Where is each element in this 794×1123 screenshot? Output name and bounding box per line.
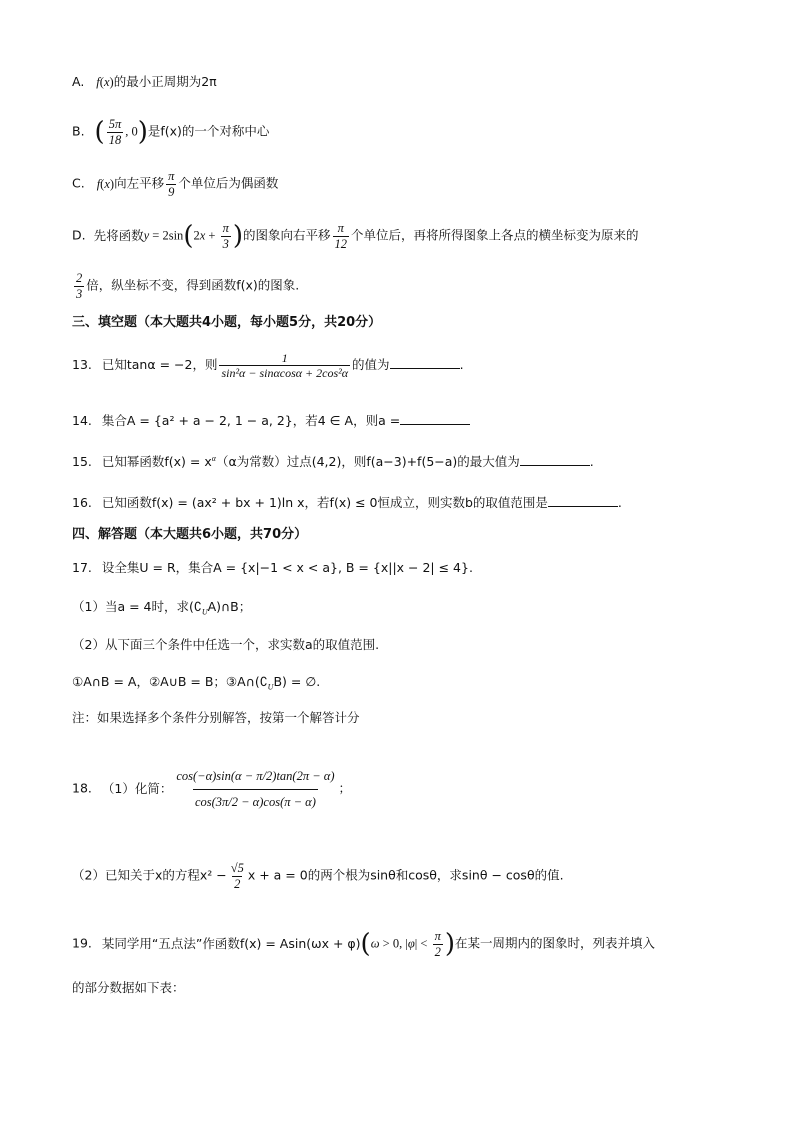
option-c-text-a: 向左平移 [114,175,165,191]
q17-p3: ①A∩B = A，②A∪B = B；③A∩(∁ [72,674,268,689]
option-a-text: 的最小正周期为2π [113,74,217,89]
q16-num: 16. [72,495,92,510]
option-d: D. 先将函数y = 2sin(2x + $\frac{\pi}{3}$ )的图象向右平移 $\frac{\pi}{12}$ 个单位后，再将所得图象上各点的横坐标变为原来的 [72,221,639,251]
option-d-cont: $\frac{2}{3}$ 倍，纵坐标不变，得到函数f(x)的图象. [76,271,300,301]
question-19: 19. 某同学用“五点法”作函数f(x) = Asin(ωx + φ)(ω > 0, |φ| < $\frac{\pi}{2}$ )在某一周期内的图象时，列表并填入 [72,929,656,959]
question-15: 15. 已知幂函数$f(x) = x^\alpha(\alpha$为常数）过点(4,2)，则f(a−3)+f(5−a)的最大值为 . [72,453,594,469]
q15-num: 15. [72,454,92,469]
q19-num: 19. [72,935,92,951]
section4-heading: 四、解答题（本大题共6小题，共70分） [72,527,308,542]
option-c: C. f(x)向左平移 $\frac{\pi}{9}$ 个单位后为偶函数 [72,169,279,199]
q13-blank[interactable] [390,356,460,369]
option-d-text3: 个单位后，再将所得图象上各点的横坐标变为原来的 [351,227,639,243]
q19-cont: 的部分数据如下表： [72,980,185,995]
q18-p2b: x + a = 0的两个根为sinθ和cosθ，求sinθ − cosθ的值. [247,867,564,883]
q18-p1-end: ； [338,780,352,796]
section3-heading: 三、填空题（本大题共4小题，每小题5分，共20分） [72,315,382,330]
question-14 [72,412,470,428]
q18-p1: （1）化简： [101,780,173,796]
question-13: 13. 已知tanα = −2，则 $\frac{1}{\text{sin²α − sinαcosα + 2cos²α}}$ 的值为 . [72,351,464,380]
q16-text1: 已知函数f(x) = (ax² + bx + 1)ln x，若f(x) ≤ 0恒成立，则实数b的取值范围是 [101,495,548,510]
q13-num: 13. [72,357,92,372]
question-18 [72,770,351,808]
q15-blank[interactable] [520,453,590,466]
q13-end: . [459,357,464,372]
option-b-text: 是f(x)的一个对称中心 [147,123,270,139]
option-c-label: C. [72,175,85,191]
option-d-text2: 的图象向右平移 [243,227,331,243]
question-16 [72,494,622,510]
q18-p2a: （2）已知关于x的方程x² − [72,867,227,883]
option-a-label: A. [72,74,85,89]
q17-num: 17. [72,560,92,575]
q18-part2: （2）已知关于x的方程x² − $\frac{√5}{2}$ x + a = 0的两个根为sinθ和cosθ，求sinθ − cosθ的值. [72,861,564,891]
q17-part1: （1）当a = 4时，求$(∁_UA)\cap B$； [72,599,252,617]
q13-text2: 的值为 [352,357,390,372]
q14-text1: 集合A = {a² + a − 2, 1 − a, 2}，若4 ∈ A，则a = [101,413,401,428]
q18-frac-bottom: cos(3π/2 − α)cos(π − α) [193,789,318,809]
q17-text1: 设全集U = R，集合A = {x|−1 < x < a}, B = {x||x − 2| ≤ 4}. [101,560,473,575]
option-d-text1: 先将函数 [93,227,144,243]
option-a-fx: f(x) [96,75,114,89]
q19-text2: 在某一周期内的图象时，列表并填入 [455,935,656,951]
option-d-label: D. [72,227,86,243]
q17-p3b: B) = ∅. [273,674,321,689]
q17-part3: ①A∩B = A，②A∪B = B；$③A\cap(∁_UB)$ = ∅. [72,674,321,692]
question-17 [72,562,473,575]
option-c-text-b: 个单位后为偶函数 [178,175,279,191]
q14-blank[interactable] [400,412,470,425]
q19-text1: 某同学用“五点法”作函数f(x) = Asin(ωx + φ) [101,935,361,951]
q15-end: . [589,454,594,469]
q18-frac-top: cos(−α)sin(α − π/2)tan(2π − α) [176,769,335,783]
q17-note: 注：如果选择多个条件分别解答，按第一个解答计分 [72,710,360,725]
q16-end: . [617,495,622,510]
option-b: B. ( $\frac{5\pi}{18}$ , 0)是f(x)的一个对称中心 [72,117,270,147]
q18-num: 18. [72,780,92,796]
q14-num: 14. [72,413,92,428]
option-d-text4: 倍，纵坐标不变，得到函数f(x)的图象. [86,277,300,293]
q16-blank[interactable] [548,494,618,507]
q17-part2: （2）从下面三个条件中任选一个，求实数a的取值范围. [72,637,380,652]
q15-text1: 已知幂函数f(x) = x [101,454,212,469]
q13-text1: 已知tanα = −2，则 [101,357,218,372]
q15-text2: （α为常数）过点(4,2)，则f(a−3)+f(5−a)的最大值为 [215,454,520,469]
option-b-label: B. [72,123,85,139]
q17-p1b: A)∩B； [207,599,252,614]
option-a [72,76,217,89]
q17-p1: （1）当a = 4时，求(∁ [72,599,202,614]
